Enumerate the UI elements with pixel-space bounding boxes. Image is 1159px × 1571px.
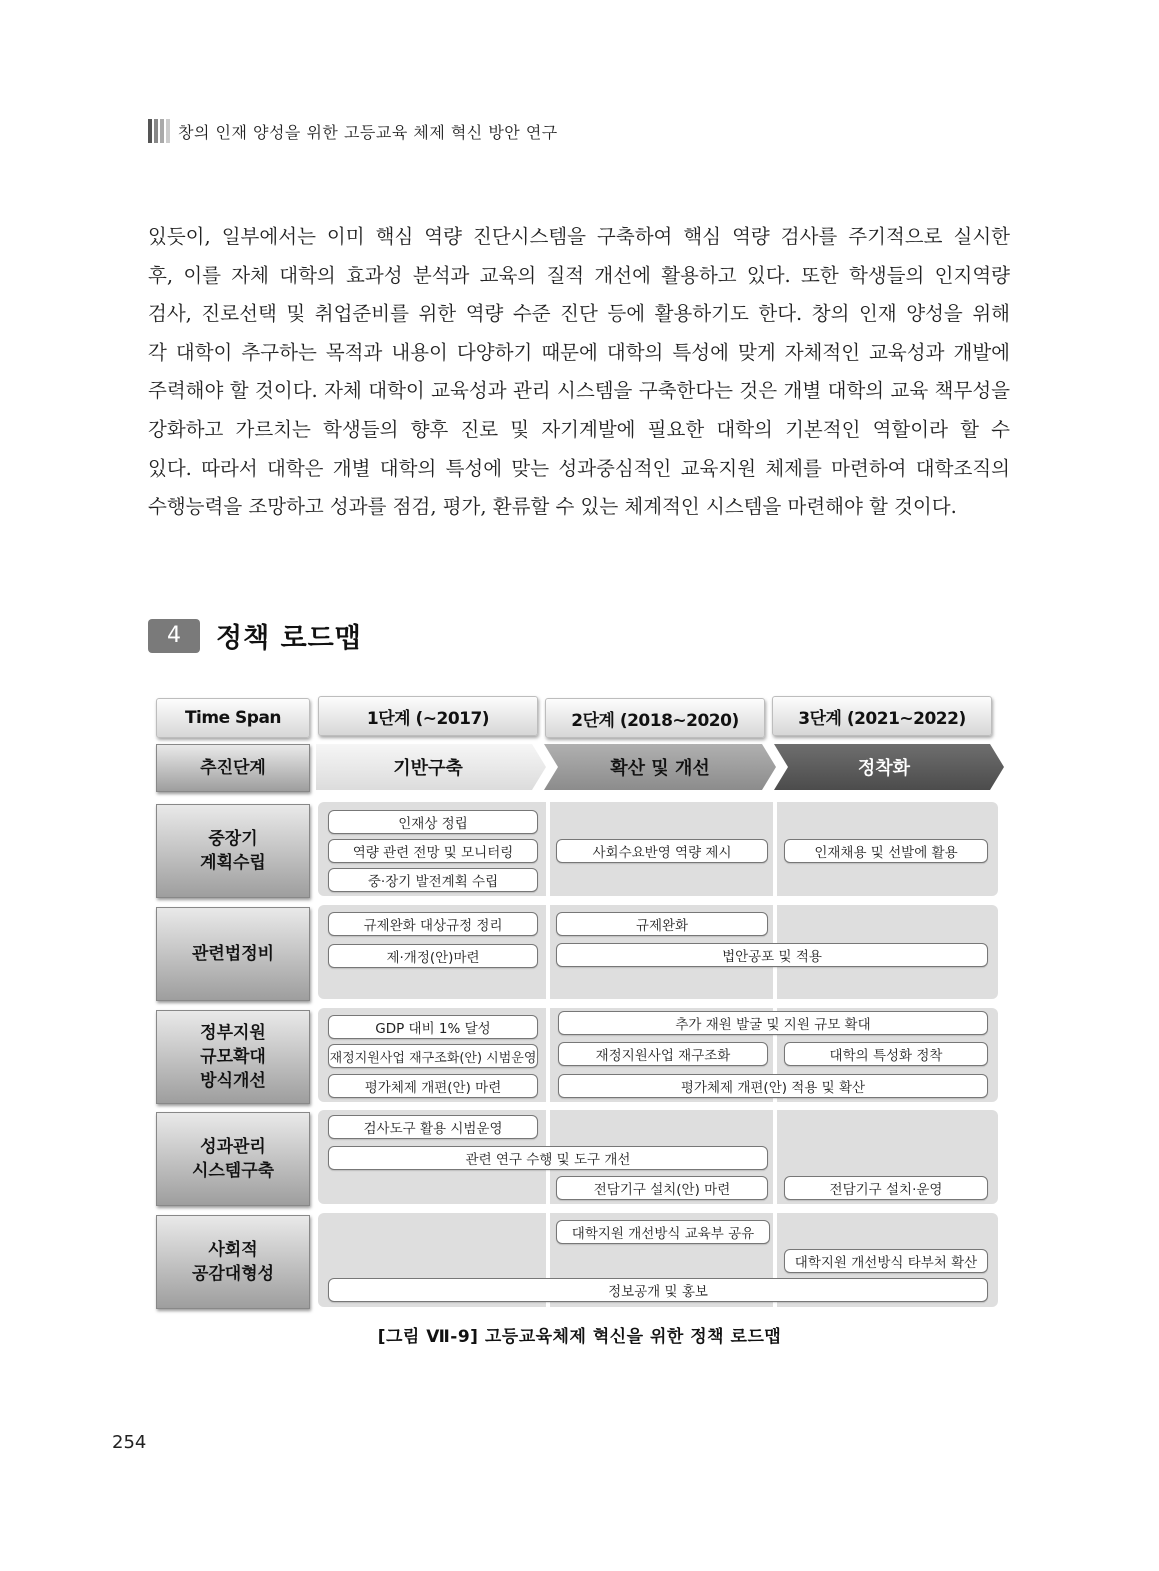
row-header-legal (156, 907, 310, 1001)
header-bars-icon (148, 119, 170, 143)
roadmap-item: 인재상 정립 (328, 810, 538, 834)
body-line: 강화하고 가르치는 학생들의 향후 진로 및 자기계발에 필요한 대학의 기본적인 역할이라 할 수 (148, 417, 1010, 441)
row-header-line: 중장기 (208, 829, 258, 849)
roadmap-item: 규제완화 대상규정 정리 (328, 912, 538, 936)
section-title: 정책 로드맵 (216, 623, 362, 654)
body-paragraph (148, 218, 1010, 527)
row-header-consensus (156, 1215, 310, 1309)
row-header-line: 규모확대 (200, 1047, 266, 1067)
row-header-line: 방식개선 (200, 1071, 266, 1091)
roadmap-item: 전담기구 설치·운영 (784, 1176, 988, 1200)
stage-row-header: 추진단계 (156, 744, 310, 792)
roadmap-item: 평가체제 개편(안) 적용 및 확산 (558, 1074, 988, 1098)
body-line: 주력해야 할 것이다. 자체 대학이 교육성과 관리 시스템을 구축한다는 것은 개별 대학의 교육 책무성을 (148, 379, 1010, 403)
roadmap-item: 역량 관련 전망 및 모니터링 (328, 839, 538, 863)
row-header-funding (156, 1010, 310, 1104)
period-3-header: 3단계 (2021~2022) (772, 696, 992, 736)
figure-caption: [그림 Ⅶ-9] 고등교육체제 혁신을 위한 정책 로드맵 (377, 1327, 782, 1347)
row-header-line: 시스템구축 (191, 1161, 275, 1181)
roadmap-item: 추가 재원 발굴 및 지원 규모 확대 (558, 1011, 988, 1035)
stage-2-label: 확산 및 개선 (610, 758, 710, 779)
roadmap-item: GDP 대비 1% 달성 (328, 1015, 538, 1039)
header-title: 창의 인재 양성을 위한 고등교육 체제 혁신 방안 연구 (178, 122, 558, 142)
column-divider (773, 802, 777, 1307)
roadmap-item: 대학지원 개선방식 교육부 공유 (556, 1220, 770, 1244)
roadmap-item: 중·장기 발전계획 수립 (328, 868, 538, 892)
roadmap-item: 전담기구 설치(안) 마련 (556, 1176, 768, 1200)
row-separator (318, 1102, 998, 1110)
roadmap-item: 규제완화 (556, 912, 768, 936)
row-header-line: 관련법정비 (191, 944, 275, 964)
roadmap-item: 정보공개 및 홍보 (328, 1278, 988, 1302)
page-number: 254 (112, 1432, 147, 1453)
stage-1-label: 기반구축 (393, 758, 463, 779)
row-header-line: 사회적 (208, 1240, 258, 1260)
roadmap-item: 대학지원 개선방식 타부처 확산 (784, 1249, 988, 1273)
column-divider (546, 802, 550, 1307)
time-span-header: Time Span (156, 698, 310, 738)
period-1-header: 1단계 (~2017) (318, 696, 538, 736)
row-header-line: 성과관리 (200, 1137, 266, 1157)
row-header-performance (156, 1112, 310, 1206)
body-line: 검사, 진로선택 및 취업준비를 위한 역량 수준 진단 등에 활용하기도 한다. 창의 인재 양성을 위해 (148, 302, 1010, 326)
running-header (148, 118, 558, 144)
body-line: 수행능력을 조망하고 성과를 점검, 평가, 환류할 수 있는 체계적인 시스템을 마련해야 할 것이다. (148, 495, 957, 519)
roadmap-item: 관련 연구 수행 및 도구 개선 (328, 1146, 768, 1170)
row-header-line: 공감대형성 (191, 1264, 275, 1284)
roadmap-item: 평가체제 개편(안) 마련 (328, 1074, 538, 1098)
row-header-line: 정부지원 (200, 1023, 266, 1043)
row-separator (318, 1000, 998, 1008)
stage-3-label: 정착화 (857, 758, 911, 779)
roadmap-item: 인재채용 및 선발에 활용 (784, 839, 988, 863)
roadmap-item: 검사도구 활용 시범운영 (328, 1115, 538, 1139)
row-header-line: 계획수립 (200, 853, 266, 873)
body-line: 후, 이를 자체 대학의 효과성 분석과 교육의 질적 개선에 활용하고 있다. 또한 학생들의 인지역량 (148, 263, 1010, 287)
row-separator (318, 897, 998, 905)
roadmap-item: 법안공포 및 적용 (556, 943, 988, 967)
row-separator (318, 1205, 998, 1213)
section-heading (148, 616, 362, 655)
period-2-header: 2단계 (2018~2020) (545, 698, 765, 738)
body-line: 있듯이, 일부에서는 이미 핵심 역량 진단시스템을 구축하여 핵심 역량 검사를 주기적으로 실시한 (148, 225, 1010, 248)
roadmap-item: 사회수요반영 역량 제시 (556, 839, 768, 863)
roadmap-item: 재정지원사업 재구조화 (558, 1042, 768, 1066)
section-number: 4 (148, 619, 200, 653)
roadmap-item: 재정지원사업 재구조화(안) 시범운영 (328, 1044, 538, 1068)
row-header-planning (156, 804, 310, 898)
roadmap-item: 제·개정(안)마련 (328, 944, 538, 968)
body-line: 각 대학이 추구하는 목적과 내용이 다양하기 때문에 대학의 특성에 맞게 자체적인 교육성과 개발에 (148, 340, 1010, 364)
body-line: 있다. 따라서 대학은 개별 대학의 특성에 맞는 성과중심적인 교육지원 체제를 마련하여 대학조직의 (148, 456, 1010, 480)
roadmap-item: 대학의 특성화 정착 (784, 1042, 988, 1066)
